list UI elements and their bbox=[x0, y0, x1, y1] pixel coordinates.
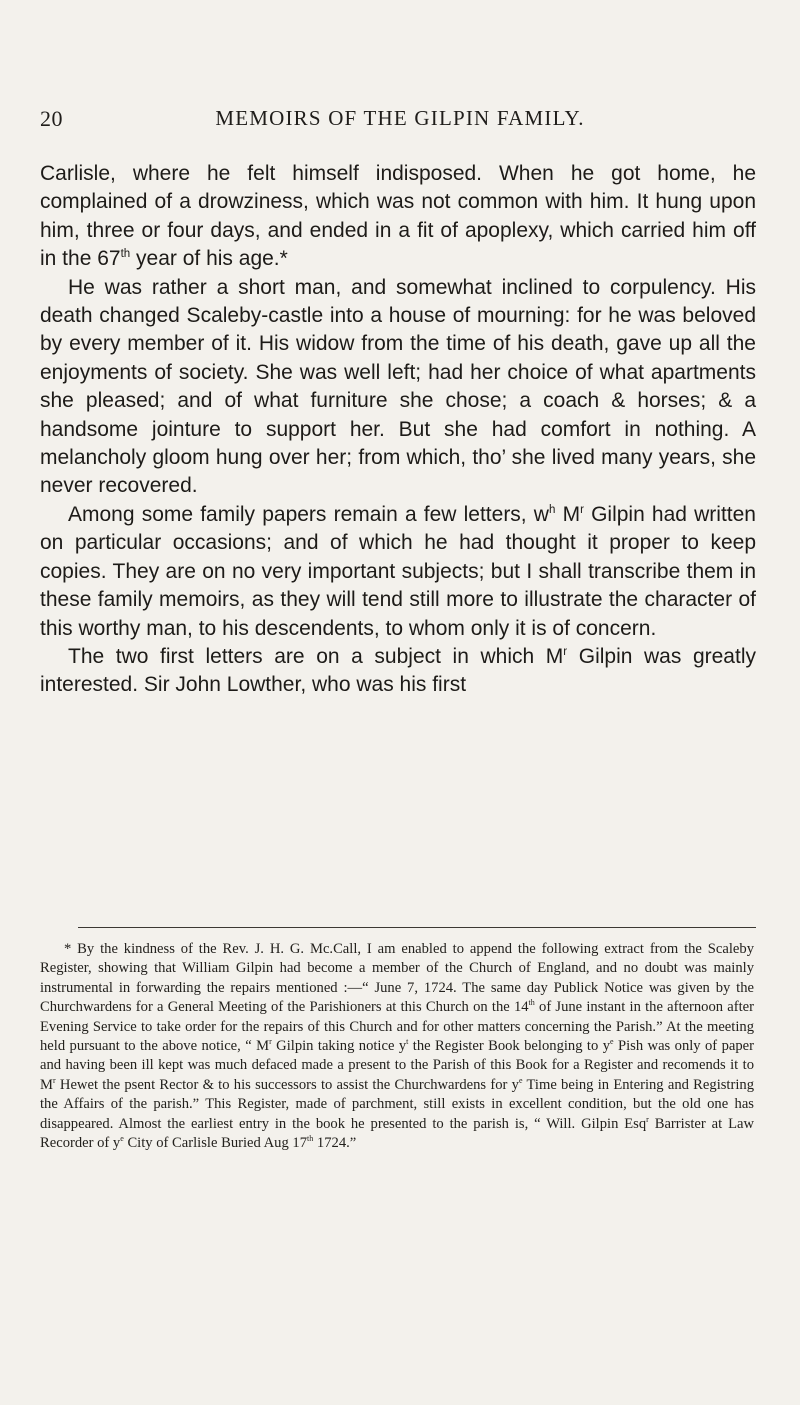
paragraph-3-superscript-1: h bbox=[548, 503, 556, 516]
footnote-text-1: * By the kindness of the Rev. J. H. G. Mc.Call, I am enabled to append the following extract from the Scaleby Register, showing that William Gilpin had become a member of the Church of England, and no doubt was mainly instrumental in forwarding the repairs mentioned :—“ June 7, 1724. The same day Publick Notice was given by the Churchwardens for a General Meeting of the Parishioners at this Church on the 14 bbox=[40, 941, 754, 1016]
footnote-sup-1: th bbox=[528, 998, 535, 1008]
footnote-sup-3: t bbox=[406, 1037, 409, 1047]
footnote-sup-7: r bbox=[646, 1114, 649, 1124]
paragraph-3-superscript-2: r bbox=[580, 503, 584, 516]
page-number: 20 bbox=[40, 106, 63, 131]
paragraph-4-text-b: Gilpin was greatly interested. Sir John Lowther, who was his first bbox=[40, 644, 756, 697]
paragraph-1-text-b: year of his age.* bbox=[130, 247, 288, 271]
footnote bbox=[40, 940, 754, 1153]
paragraph-4 bbox=[40, 643, 756, 700]
footnote-sup-2: r bbox=[269, 1037, 272, 1047]
footnote-text-9: City of Carlisle Buried Aug 17 bbox=[123, 1135, 308, 1152]
footnote-paragraph bbox=[40, 940, 754, 1153]
footnote-text-10: 1724.” bbox=[313, 1135, 357, 1152]
paragraph-1 bbox=[40, 160, 756, 274]
footnote-text-7: Time being in Entering and Registring the Affairs of the parish.” This Register, made of parchment, still exists in excellent condition, but the old one has disappeared. Almost the earliest entry in the book he presented to the parish is, “ Will. Gilpin Esq bbox=[40, 1076, 754, 1132]
paragraph-3-text-c: Gilpin had written on particular occasions; and of which he had thought it proper to keep copies. They are on no very important subjects; but I shall transcribe them in these family memoirs, as they will tend still more to illustrate the character of this worthy man, to his descendents, to whom only it is of concern. bbox=[40, 502, 756, 640]
footnote-sup-9: th bbox=[307, 1134, 314, 1144]
paragraph-1-superscript: th bbox=[120, 248, 131, 261]
paragraph-3 bbox=[40, 501, 756, 643]
footnote-sup-8: e bbox=[120, 1134, 124, 1144]
footnote-sup-6: e bbox=[518, 1075, 523, 1085]
footnote-text-8: Barrister at Law Recorder of y bbox=[40, 1115, 754, 1152]
footnote-text-2: of June instant in the afternoon after Evening Service to take order for the repairs of this Church and for other matters concerning the Parish.” At the meeting held pursuant to the above notice, “ M bbox=[40, 999, 755, 1055]
paragraph-3-text-b: M bbox=[555, 502, 581, 526]
footnote-text-3: Gilpin taking notice y bbox=[271, 1038, 407, 1055]
footnote-sup-5: r bbox=[52, 1075, 56, 1085]
paragraph-4-superscript: r bbox=[563, 645, 568, 658]
paragraph-4-text-a: The two first letters are on a subject in which M bbox=[68, 644, 564, 668]
main-text bbox=[40, 160, 756, 700]
page-header bbox=[40, 106, 760, 136]
paragraph-3-text-a: Among some family papers remain a few letters, w bbox=[68, 502, 549, 526]
footnote-text-5: Pish was only of paper and having been ill kept was much defaced made a present to the Parish of this Book for a Register and recomends it to M bbox=[40, 1038, 754, 1093]
footnote-sup-4: e bbox=[610, 1037, 614, 1047]
footnote-text-6: Hewet the psent Rector & to his successors to assist the Churchwardens for y bbox=[55, 1076, 519, 1093]
footnote-text-4: the Register Book belonging to y bbox=[408, 1038, 610, 1055]
paragraph-2: He was rather a short man, and somewhat inclined to corpulency. His death changed Scaleby-castle into a house of mourning: for he was beloved by every member of it. His widow from the time of his death, gave up all the enjoyments of society. She was well left; had her choice of what apartments she pleased; and of what furniture she chose; a coach & horses; & a handsome jointure to support her. But she had comfort in nothing. A melancholy gloom hung over her; from which, tho’ she lived many years, she never recovered. bbox=[40, 275, 756, 498]
running-head: MEMOIRS OF THE GILPIN FAMILY. bbox=[215, 106, 585, 130]
footnote-divider bbox=[78, 927, 756, 928]
paragraph-1-text-a: Carlisle, where he felt himself indisposed. When he got home, he complained of a drowziness, which was not common with him. It hung upon him, three or four days, and ended in a fit of apoplexy, which carried him off in the 67 bbox=[40, 162, 756, 271]
